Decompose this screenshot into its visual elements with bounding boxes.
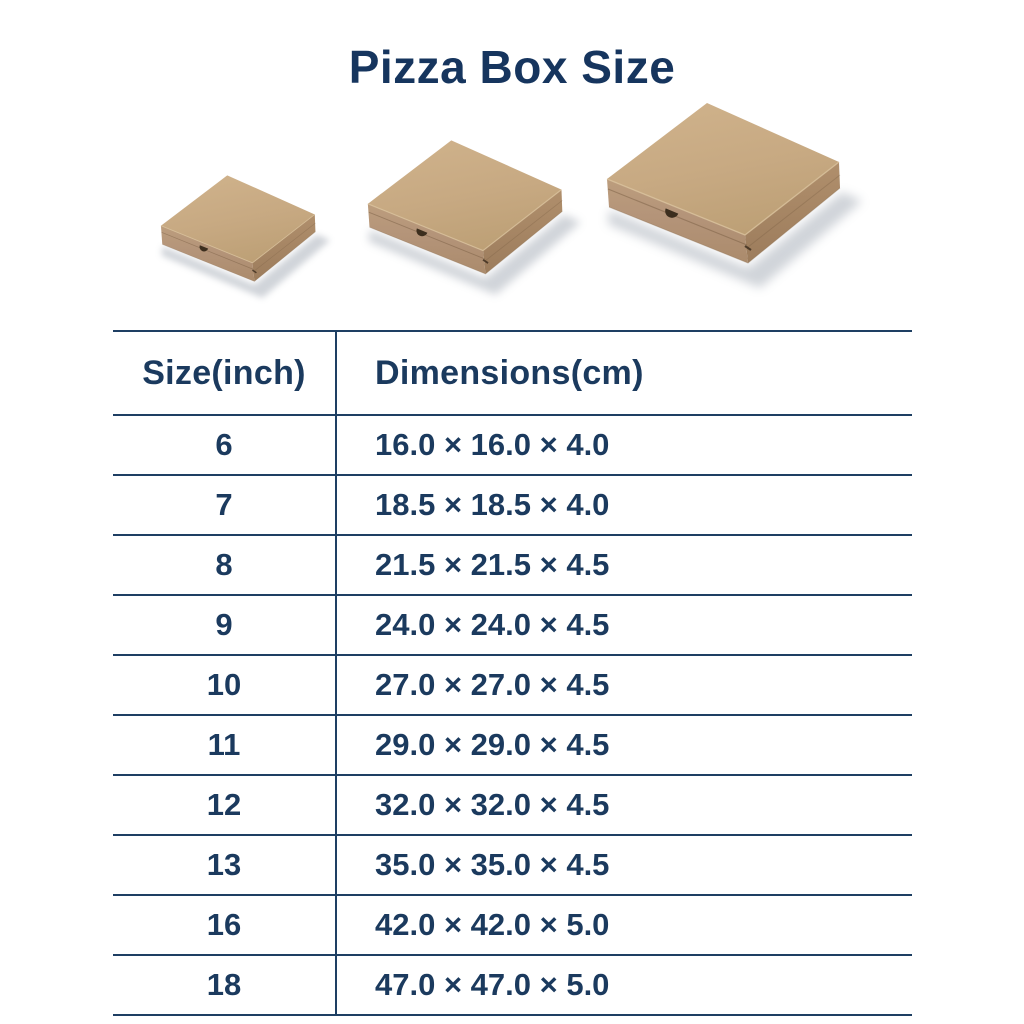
- table-row: [113, 715, 912, 775]
- dimensions-cell: 21.5 × 21.5 × 4.5: [336, 535, 912, 595]
- table-row: [113, 475, 912, 535]
- table-header-row: [113, 331, 912, 415]
- table-row: [113, 655, 912, 715]
- size-cell: 7: [113, 475, 336, 535]
- dimensions-cell: 47.0 × 47.0 × 5.0: [336, 955, 912, 1015]
- size-cell: 16: [113, 895, 336, 955]
- dimensions-cell: 32.0 × 32.0 × 4.5: [336, 775, 912, 835]
- dimensions-cell: 24.0 × 24.0 × 4.5: [336, 595, 912, 655]
- size-cell: 10: [113, 655, 336, 715]
- size-cell: 18: [113, 955, 336, 1015]
- pizza-box-small-illustration: [156, 172, 329, 298]
- dimensions-cell: 18.5 × 18.5 × 4.0: [336, 475, 912, 535]
- dimensions-cell: 27.0 × 27.0 × 4.5: [336, 655, 912, 715]
- column-header-dimensions: Dimensions(cm): [336, 331, 912, 415]
- table-row: [113, 595, 912, 655]
- table-row: [113, 835, 912, 895]
- size-cell: 11: [113, 715, 336, 775]
- dimensions-cell: 42.0 × 42.0 × 5.0: [336, 895, 912, 955]
- table-row: [113, 955, 912, 1015]
- dimensions-cell: 16.0 × 16.0 × 4.0: [336, 415, 912, 475]
- column-header-size: Size(inch): [113, 331, 336, 415]
- size-cell: 12: [113, 775, 336, 835]
- dimensions-cell: 35.0 × 35.0 × 4.5: [336, 835, 912, 895]
- table-row: [113, 535, 912, 595]
- size-cell: 6: [113, 415, 336, 475]
- size-cell: 9: [113, 595, 336, 655]
- page-title: Pizza Box Size: [348, 41, 676, 93]
- size-cell: 8: [113, 535, 336, 595]
- table-row: [113, 895, 912, 955]
- pizza-box-large-illustration: [600, 98, 860, 288]
- size-cell: 13: [113, 835, 336, 895]
- table-row: [113, 775, 912, 835]
- size-table: [113, 330, 912, 1016]
- dimensions-cell: 29.0 × 29.0 × 4.5: [336, 715, 912, 775]
- table-row: [113, 415, 912, 475]
- pizza-box-medium-illustration: [362, 136, 579, 295]
